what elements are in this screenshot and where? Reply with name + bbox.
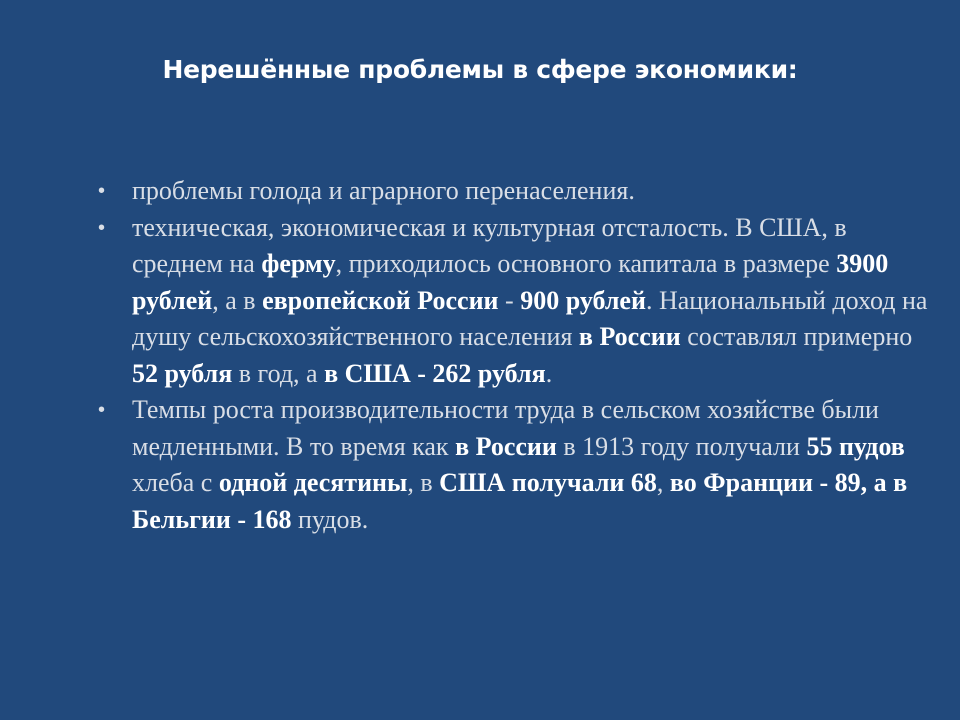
text-segment: , в [407, 468, 440, 497]
text-segment: . [545, 358, 553, 388]
bold-text-segment: во Франции - 89, а в Бельгии - 168 [132, 468, 908, 534]
text-segment: составлял примерно [680, 322, 913, 351]
bold-text-segment: ферму [261, 249, 336, 278]
bold-text-segment: в России [578, 322, 681, 351]
text-segment: . Национальный доход на душу сельскохозяйственного населения [132, 285, 928, 351]
text-segment: Темпы роста производительности труда в сельском хозяйстве были медленными. В то время как [132, 395, 879, 461]
bold-text-segment: 52 рубля [132, 358, 233, 388]
bold-text-segment: одной десятины [218, 468, 408, 497]
text-segment: в 1913 году получали [556, 431, 807, 461]
bullet-list [98, 173, 928, 538]
text-segment: , [656, 468, 670, 497]
bold-text-segment: в России [455, 431, 557, 461]
bullet-dot-icon: • [98, 180, 106, 202]
text-segment: в год, а [232, 358, 325, 388]
text-segment: - [498, 285, 521, 315]
bold-text-segment: 3900 рублей [132, 249, 889, 315]
bullet-item [98, 173, 928, 210]
bold-text-segment: 900 рублей [520, 285, 646, 315]
bullet-dot-icon: • [98, 216, 106, 239]
bold-text-segment: 55 пудов [806, 431, 905, 461]
bold-text-segment: в США - 262 рубля [324, 358, 546, 388]
text-segment: пудов. [291, 504, 369, 534]
text-segment: хлеба с [132, 468, 219, 497]
bold-text-segment: европейской России [262, 285, 499, 315]
bullet-text [132, 213, 927, 388]
slide-title: Нерешённые проблемы в сфере экономики: [162, 55, 798, 84]
text-segment: , а в [212, 285, 263, 315]
bullet-text [132, 176, 635, 205]
bold-text-segment: США получали 68 [439, 468, 657, 497]
bullet-dot-icon: • [98, 399, 106, 421]
text-segment: техническая, экономическая и культурная отсталость. В США, в среднем на [132, 212, 847, 278]
text-segment: , приходилось основного капитала в размере [335, 249, 837, 278]
bullet-item [98, 210, 928, 393]
bullet-item [98, 392, 928, 538]
bullet-text [132, 395, 907, 534]
text-segment: проблемы голода и аграрного перенаселения. [132, 176, 635, 205]
